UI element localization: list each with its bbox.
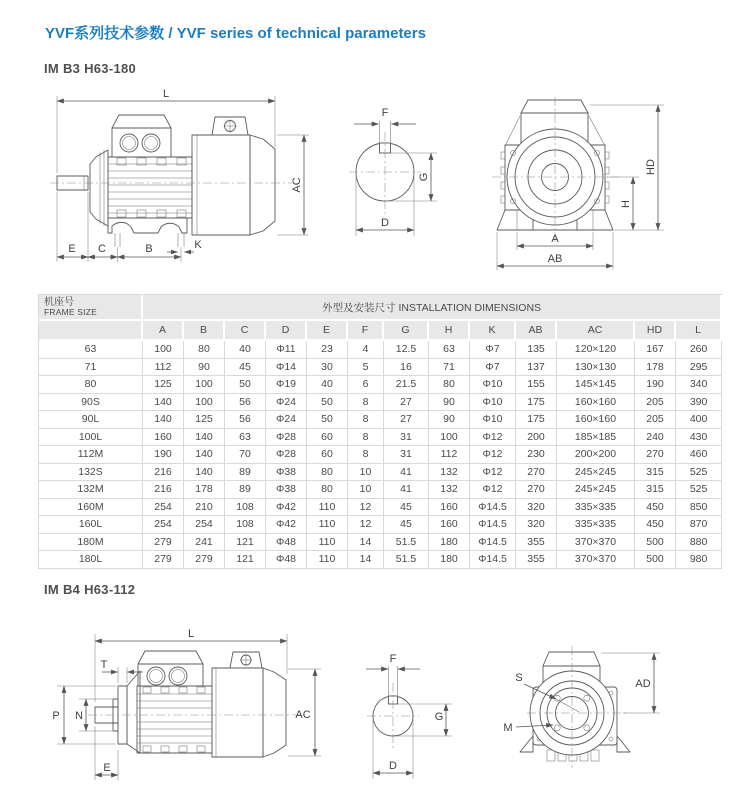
dim-cell-E: 110	[307, 534, 348, 552]
dim-cell-C: 70	[225, 446, 266, 464]
column-header-A: A	[143, 321, 184, 341]
dim-label-S: S	[515, 672, 523, 684]
dim-cell-C: 56	[225, 394, 266, 412]
dim-cell-G: 12.5	[384, 341, 429, 359]
dim-cell-AC: 130×130	[557, 359, 635, 377]
dim-cell-AB: 230	[516, 446, 557, 464]
dim-cell-A: 254	[143, 499, 184, 517]
dim-cell-K: Φ14.5	[470, 499, 516, 517]
dim-cell-L: 850	[676, 499, 722, 517]
dim-cell-E: 110	[307, 499, 348, 517]
dim-cell-K: Φ14.5	[470, 534, 516, 552]
frame-size-cell: 160L	[39, 516, 143, 534]
dim-cell-K: Φ12	[470, 446, 516, 464]
dim-label-F: F	[381, 107, 389, 119]
dim-cell-AB: 320	[516, 516, 557, 534]
dim-label-AB: AB	[547, 253, 563, 265]
dim-cell-D: Φ19	[266, 376, 307, 394]
dim-cell-H: 80	[429, 376, 470, 394]
dim-cell-AC: 335×335	[557, 516, 635, 534]
dim-cell-C: 56	[225, 411, 266, 429]
dim-label-K: K	[194, 239, 202, 251]
dim-cell-L: 870	[676, 516, 722, 534]
dim-cell-F: 8	[348, 429, 384, 447]
dim-cell-K: Φ7	[470, 341, 516, 359]
dim-cell-E: 110	[307, 516, 348, 534]
dim-cell-G: 31	[384, 429, 429, 447]
frame-size-cell: 180M	[39, 534, 143, 552]
dim-cell-A: 140	[143, 394, 184, 412]
dim-cell-B: 100	[184, 394, 225, 412]
page-title: YVF系列技术参数 / YVF series of technical parameters	[45, 25, 426, 42]
dim-cell-K: Φ14.5	[470, 516, 516, 534]
dim-cell-AB: 270	[516, 464, 557, 482]
b4-front-view	[503, 646, 660, 768]
dim-cell-A: 216	[143, 464, 184, 482]
dim-cell-AC: 185×185	[557, 429, 635, 447]
dim-cell-E: 50	[307, 411, 348, 429]
dim-cell-C: 45	[225, 359, 266, 377]
dim-cell-AB: 355	[516, 534, 557, 552]
dim-cell-B: 140	[184, 429, 225, 447]
dim-cell-H: 112	[429, 446, 470, 464]
dim-cell-C: 121	[225, 534, 266, 552]
dim-cell-G: 51.5	[384, 551, 429, 569]
table-row-100L	[39, 429, 722, 447]
dim-cell-D: Φ14	[266, 359, 307, 377]
frame-size-cell: 80	[39, 376, 143, 394]
dim-cell-HD: 315	[635, 481, 676, 499]
table-row-180M	[39, 534, 722, 552]
column-header-HD: HD	[635, 321, 676, 341]
dim-cell-L: 340	[676, 376, 722, 394]
dim-cell-K: Φ7	[470, 359, 516, 377]
column-header-D: D	[266, 321, 307, 341]
b4-technical-drawing	[0, 626, 734, 806]
dim-cell-C: 40	[225, 341, 266, 359]
dim-cell-AB: 155	[516, 376, 557, 394]
column-header-E: E	[307, 321, 348, 341]
dim-cell-AB: 137	[516, 359, 557, 377]
dim-cell-AC: 335×335	[557, 499, 635, 517]
dim-cell-H: 132	[429, 464, 470, 482]
column-header-AC: AC	[557, 321, 635, 341]
dim-cell-H: 180	[429, 551, 470, 569]
table-row-112M	[39, 446, 722, 464]
dim-label-T: T	[100, 659, 108, 671]
dim-cell-HD: 167	[635, 341, 676, 359]
dim-cell-B: 279	[184, 551, 225, 569]
frame-size-cell: 132M	[39, 481, 143, 499]
dim-cell-D: Φ11	[266, 341, 307, 359]
dim-cell-E: 50	[307, 394, 348, 412]
frame-size-cell: 112M	[39, 446, 143, 464]
dim-cell-L: 390	[676, 394, 722, 412]
dim-cell-D: Φ38	[266, 464, 307, 482]
dim-cell-A: 216	[143, 481, 184, 499]
dim-cell-HD: 450	[635, 516, 676, 534]
dim-cell-AC: 245×245	[557, 481, 635, 499]
dim-cell-A: 279	[143, 551, 184, 569]
frame-size-label-cn: 机座号	[44, 297, 74, 308]
dim-cell-H: 160	[429, 499, 470, 517]
installation-dimensions-header: 外型及安装尺寸 INSTALLATION DIMENSIONS	[143, 295, 722, 321]
dim-cell-B: 241	[184, 534, 225, 552]
dim-label-L: L	[162, 88, 170, 100]
dim-label-F: F	[389, 653, 397, 665]
dim-cell-A: 160	[143, 429, 184, 447]
dim-cell-AC: 200×200	[557, 446, 635, 464]
b3-shaft-section-view	[349, 107, 437, 236]
dim-label-A: A	[551, 233, 559, 245]
dim-cell-D: Φ38	[266, 481, 307, 499]
dim-cell-A: 254	[143, 516, 184, 534]
dim-cell-AB: 135	[516, 341, 557, 359]
column-header-C: C	[225, 321, 266, 341]
dim-cell-AC: 370×370	[557, 534, 635, 552]
dim-cell-H: 63	[429, 341, 470, 359]
dim-label-P: P	[52, 710, 60, 722]
dim-label-E: E	[68, 243, 76, 255]
dim-label-E: E	[103, 762, 111, 774]
dim-cell-G: 31	[384, 446, 429, 464]
dim-cell-F: 10	[348, 464, 384, 482]
dim-label-D: D	[389, 760, 397, 772]
table-row-132S	[39, 464, 722, 482]
dim-cell-AC: 160×160	[557, 394, 635, 412]
dim-cell-G: 51.5	[384, 534, 429, 552]
dim-label-D: D	[381, 217, 389, 229]
dim-cell-D: Φ28	[266, 429, 307, 447]
dim-cell-A: 100	[143, 341, 184, 359]
column-header-AB: AB	[516, 321, 557, 341]
dim-cell-F: 5	[348, 359, 384, 377]
dim-cell-H: 132	[429, 481, 470, 499]
dim-cell-A: 279	[143, 534, 184, 552]
dim-cell-B: 140	[184, 464, 225, 482]
dim-cell-L: 260	[676, 341, 722, 359]
dim-cell-B: 178	[184, 481, 225, 499]
column-header-H: H	[429, 321, 470, 341]
frame-size-cell: 160M	[39, 499, 143, 517]
dim-cell-AC: 370×370	[557, 551, 635, 569]
dim-cell-D: Φ48	[266, 534, 307, 552]
dim-cell-H: 90	[429, 394, 470, 412]
dim-cell-L: 980	[676, 551, 722, 569]
table-row-180L	[39, 551, 722, 569]
frame-size-cell: 90L	[39, 411, 143, 429]
frame-size-cell: 90S	[39, 394, 143, 412]
dim-label-AC: AC	[295, 709, 311, 721]
dim-cell-HD: 190	[635, 376, 676, 394]
dim-cell-L: 400	[676, 411, 722, 429]
table-row-80	[39, 376, 722, 394]
dim-cell-AB: 270	[516, 481, 557, 499]
dim-cell-H: 100	[429, 429, 470, 447]
dim-label-AD: AD	[635, 678, 651, 690]
dim-cell-HD: 178	[635, 359, 676, 377]
dim-cell-G: 27	[384, 394, 429, 412]
dim-cell-H: 180	[429, 534, 470, 552]
dim-cell-F: 10	[348, 481, 384, 499]
table-row-63	[39, 341, 722, 359]
dim-cell-E: 60	[307, 446, 348, 464]
column-header-G: G	[384, 321, 429, 341]
dim-cell-HD: 500	[635, 551, 676, 569]
dim-cell-E: 30	[307, 359, 348, 377]
dim-cell-F: 6	[348, 376, 384, 394]
dim-cell-E: 80	[307, 464, 348, 482]
dim-cell-K: Φ10	[470, 411, 516, 429]
dim-cell-E: 40	[307, 376, 348, 394]
dim-cell-K: Φ14.5	[470, 551, 516, 569]
frame-size-cell: 132S	[39, 464, 143, 482]
dim-label-L: L	[187, 628, 195, 640]
dim-cell-AB: 175	[516, 394, 557, 412]
dim-cell-A: 112	[143, 359, 184, 377]
dim-cell-AB: 175	[516, 411, 557, 429]
dim-cell-HD: 450	[635, 499, 676, 517]
table-row-90L	[39, 411, 722, 429]
dim-cell-C: 50	[225, 376, 266, 394]
dim-cell-B: 254	[184, 516, 225, 534]
dim-label-G: G	[418, 172, 430, 182]
dim-cell-G: 27	[384, 411, 429, 429]
dim-cell-K: Φ12	[470, 464, 516, 482]
frame-size-label-en: FRAME SIZE	[44, 307, 98, 317]
dim-cell-F: 14	[348, 534, 384, 552]
frame-size-subheader-spacer	[39, 321, 143, 341]
dim-cell-C: 108	[225, 499, 266, 517]
section-heading-b3: IM B3 H63-180	[44, 61, 137, 76]
dim-cell-AB: 320	[516, 499, 557, 517]
table-row-132M	[39, 481, 722, 499]
dim-cell-F: 8	[348, 394, 384, 412]
dim-cell-L: 460	[676, 446, 722, 464]
dim-cell-F: 8	[348, 411, 384, 429]
dim-cell-E: 23	[307, 341, 348, 359]
dim-label-H: H	[620, 200, 632, 208]
dim-cell-G: 16	[384, 359, 429, 377]
dim-cell-B: 100	[184, 376, 225, 394]
dim-cell-C: 121	[225, 551, 266, 569]
dim-cell-F: 8	[348, 446, 384, 464]
dim-cell-C: 89	[225, 464, 266, 482]
dim-cell-K: Φ10	[470, 376, 516, 394]
dim-cell-F: 14	[348, 551, 384, 569]
column-header-B: B	[184, 321, 225, 341]
table-header-row-1	[39, 295, 722, 321]
dim-cell-AB: 200	[516, 429, 557, 447]
column-header-F: F	[348, 321, 384, 341]
dim-cell-H: 160	[429, 516, 470, 534]
dim-cell-F: 12	[348, 499, 384, 517]
dim-label-M: M	[503, 722, 513, 734]
installation-dimensions-table	[38, 294, 722, 569]
dim-label-G: G	[434, 711, 444, 723]
table-row-71	[39, 359, 722, 377]
frame-size-cell: 180L	[39, 551, 143, 569]
dim-cell-B: 210	[184, 499, 225, 517]
dim-cell-AC: 245×245	[557, 464, 635, 482]
column-header-L: L	[676, 321, 722, 341]
dim-cell-B: 140	[184, 446, 225, 464]
dim-cell-D: Φ24	[266, 394, 307, 412]
dim-cell-L: 525	[676, 464, 722, 482]
dim-cell-G: 45	[384, 499, 429, 517]
dim-cell-B: 80	[184, 341, 225, 359]
dim-cell-F: 12	[348, 516, 384, 534]
dim-cell-AB: 355	[516, 551, 557, 569]
dim-cell-K: Φ10	[470, 394, 516, 412]
dim-label-C: C	[98, 243, 106, 255]
table-row-90S	[39, 394, 722, 412]
dim-cell-E: 60	[307, 429, 348, 447]
dim-cell-L: 430	[676, 429, 722, 447]
dim-cell-AC: 145×145	[557, 376, 635, 394]
dim-label-HD: HD	[645, 159, 657, 175]
dim-cell-D: Φ42	[266, 516, 307, 534]
dim-cell-AC: 120×120	[557, 341, 635, 359]
dim-cell-AC: 160×160	[557, 411, 635, 429]
dim-cell-F: 4	[348, 341, 384, 359]
dim-cell-A: 140	[143, 411, 184, 429]
dim-cell-A: 190	[143, 446, 184, 464]
column-header-K: K	[470, 321, 516, 341]
dim-cell-H: 90	[429, 411, 470, 429]
column-header-row	[39, 321, 722, 341]
dim-cell-G: 45	[384, 516, 429, 534]
frame-size-header	[39, 295, 143, 321]
dim-cell-C: 63	[225, 429, 266, 447]
b4-side-view	[52, 628, 321, 780]
dim-cell-HD: 240	[635, 429, 676, 447]
dim-cell-D: Φ24	[266, 411, 307, 429]
dim-cell-G: 21.5	[384, 376, 429, 394]
dim-cell-D: Φ28	[266, 446, 307, 464]
dim-cell-G: 41	[384, 481, 429, 499]
table-row-160L	[39, 516, 722, 534]
table-row-160M	[39, 499, 722, 517]
frame-size-cell: 100L	[39, 429, 143, 447]
b3-side-view	[50, 88, 309, 262]
b3-front-view	[492, 97, 664, 270]
dim-cell-G: 41	[384, 464, 429, 482]
dim-cell-HD: 315	[635, 464, 676, 482]
dim-cell-HD: 270	[635, 446, 676, 464]
dim-cell-B: 90	[184, 359, 225, 377]
dim-label-AC: AC	[291, 177, 303, 193]
dim-label-B: B	[145, 243, 153, 255]
b4-shaft-section-view	[366, 653, 452, 779]
dim-cell-E: 80	[307, 481, 348, 499]
dim-cell-C: 89	[225, 481, 266, 499]
dim-cell-L: 295	[676, 359, 722, 377]
dim-cell-D: Φ42	[266, 499, 307, 517]
b3-technical-drawing	[0, 84, 734, 286]
dim-cell-K: Φ12	[470, 481, 516, 499]
dim-cell-H: 71	[429, 359, 470, 377]
dim-cell-HD: 205	[635, 411, 676, 429]
dim-cell-L: 880	[676, 534, 722, 552]
dim-cell-E: 110	[307, 551, 348, 569]
dim-cell-C: 108	[225, 516, 266, 534]
dim-label-N: N	[75, 710, 83, 722]
dim-cell-B: 125	[184, 411, 225, 429]
dim-cell-K: Φ12	[470, 429, 516, 447]
frame-size-cell: 63	[39, 341, 143, 359]
dim-cell-HD: 205	[635, 394, 676, 412]
dim-cell-HD: 500	[635, 534, 676, 552]
frame-size-cell: 71	[39, 359, 143, 377]
dim-cell-D: Φ48	[266, 551, 307, 569]
dim-cell-L: 525	[676, 481, 722, 499]
dim-cell-A: 125	[143, 376, 184, 394]
section-heading-b4: IM B4 H63-112	[44, 582, 136, 597]
